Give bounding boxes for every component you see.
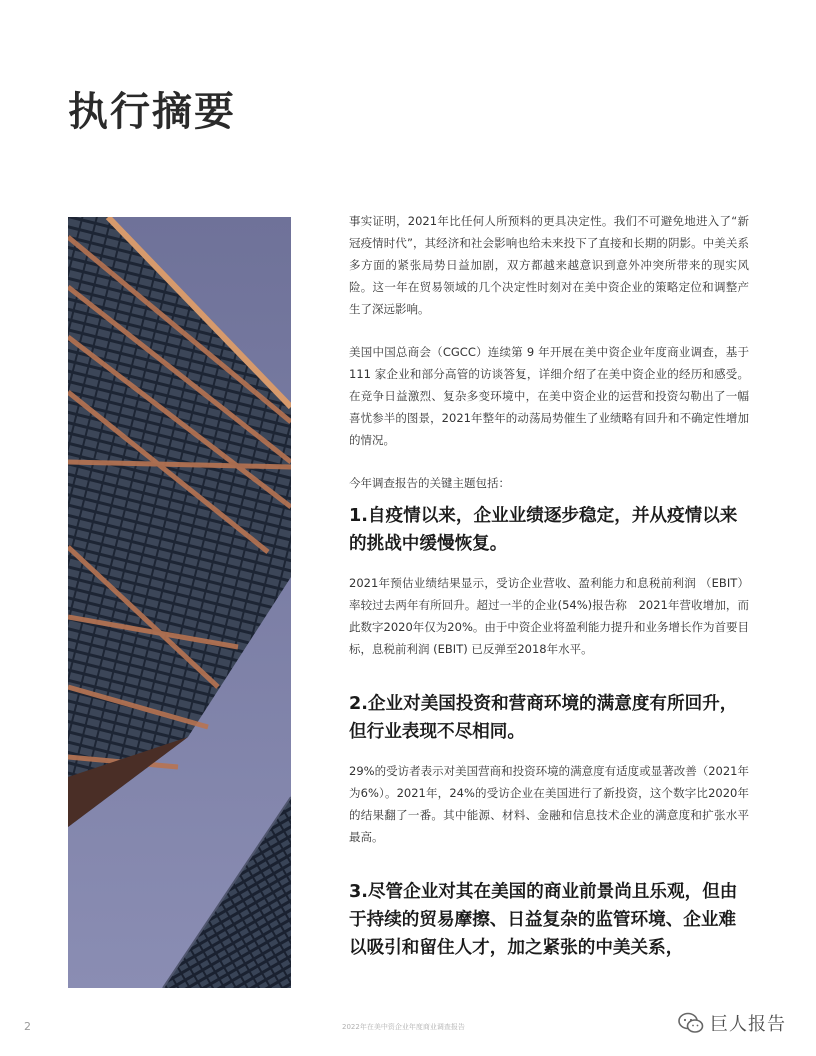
intro-paragraph-1: 事实证明，2021年比任何人所预料的更具决定性。我们不可避免地进入了“新冠疫情时代”，其经济和社会影响也给未来投下了直接和长期的阴影。中美关系多方面的紧张局势日益加剧，双方都越来越意识到意外冲突所带来的现实风险。这一年在贸易领域的几个决定性时刻对在美中资企业的策略定位和调整产生了深远影响。 xyxy=(349,214,749,316)
page-footer xyxy=(0,1016,816,1040)
main-content xyxy=(349,210,749,976)
section-2-body: 29%的受访者表示对美国营商和投资环境的满意度有适度或显著改善（2021年为6%）。2021年，24%的受访企业在美国进行了新投资，这个数字比2020年的结果翻了一番。其中能源、材料、金融和信息技术企业的满意度和扩张水平最高。 xyxy=(349,764,749,844)
section-3-heading: 3.尽管企业对其在美国的商业前景尚且乐观，但由于持续的贸易摩擦、日益复杂的监管环境、企业难以吸引和留住人才，加之紧张的中美关系， xyxy=(349,882,738,958)
wechat-icon xyxy=(678,1012,704,1034)
page-title: 执行摘要 xyxy=(68,89,236,135)
key-themes-lead: 今年调查报告的关键主题包括： xyxy=(349,476,510,490)
watermark xyxy=(678,1010,786,1036)
watermark-text: 巨人报告 xyxy=(710,1014,786,1035)
section-2-heading: 2.企业对美国投资和营商环境的满意度有所回升，但行业表现不尽相同。 xyxy=(349,694,738,742)
building-photo xyxy=(68,217,291,988)
footer-text: 2022年在美中资企业年度商业调查报告 xyxy=(342,1023,465,1031)
section-1-body: 2021年预估业绩结果显示，受访企业营收、盈利能力和息税前利润 （EBIT）率较过去两年有所回升。超过一半的企业(54%)报告称 2021年营收增加，而此数字2020年仅为20%。由于中资企业将盈利能力提升和业务增长作为首要目标，息税前利润 (EBIT) 已反弹至2018年水平。 xyxy=(349,576,749,656)
section-1-heading: 1.自疫情以来，企业业绩逐步稳定，并从疫情以来的挑战中缓慢恢复。 xyxy=(349,506,738,554)
intro-paragraph-2: 美国中国总商会（CGCC）连续第 9 年开展在美中资企业年度商业调查，基于 111 家企业和部分高管的访谈答复，详细介绍了在美中资企业的经历和感受。在竞争日益激烈、复杂多变环境中，在美中资企业的运营和投资勾勒出了一幅喜忧参半的图景，2021年整年的动荡局势催生了业绩略有回升和不确定性增加的情况。 xyxy=(349,345,749,447)
page-number: 2 xyxy=(24,1020,31,1033)
